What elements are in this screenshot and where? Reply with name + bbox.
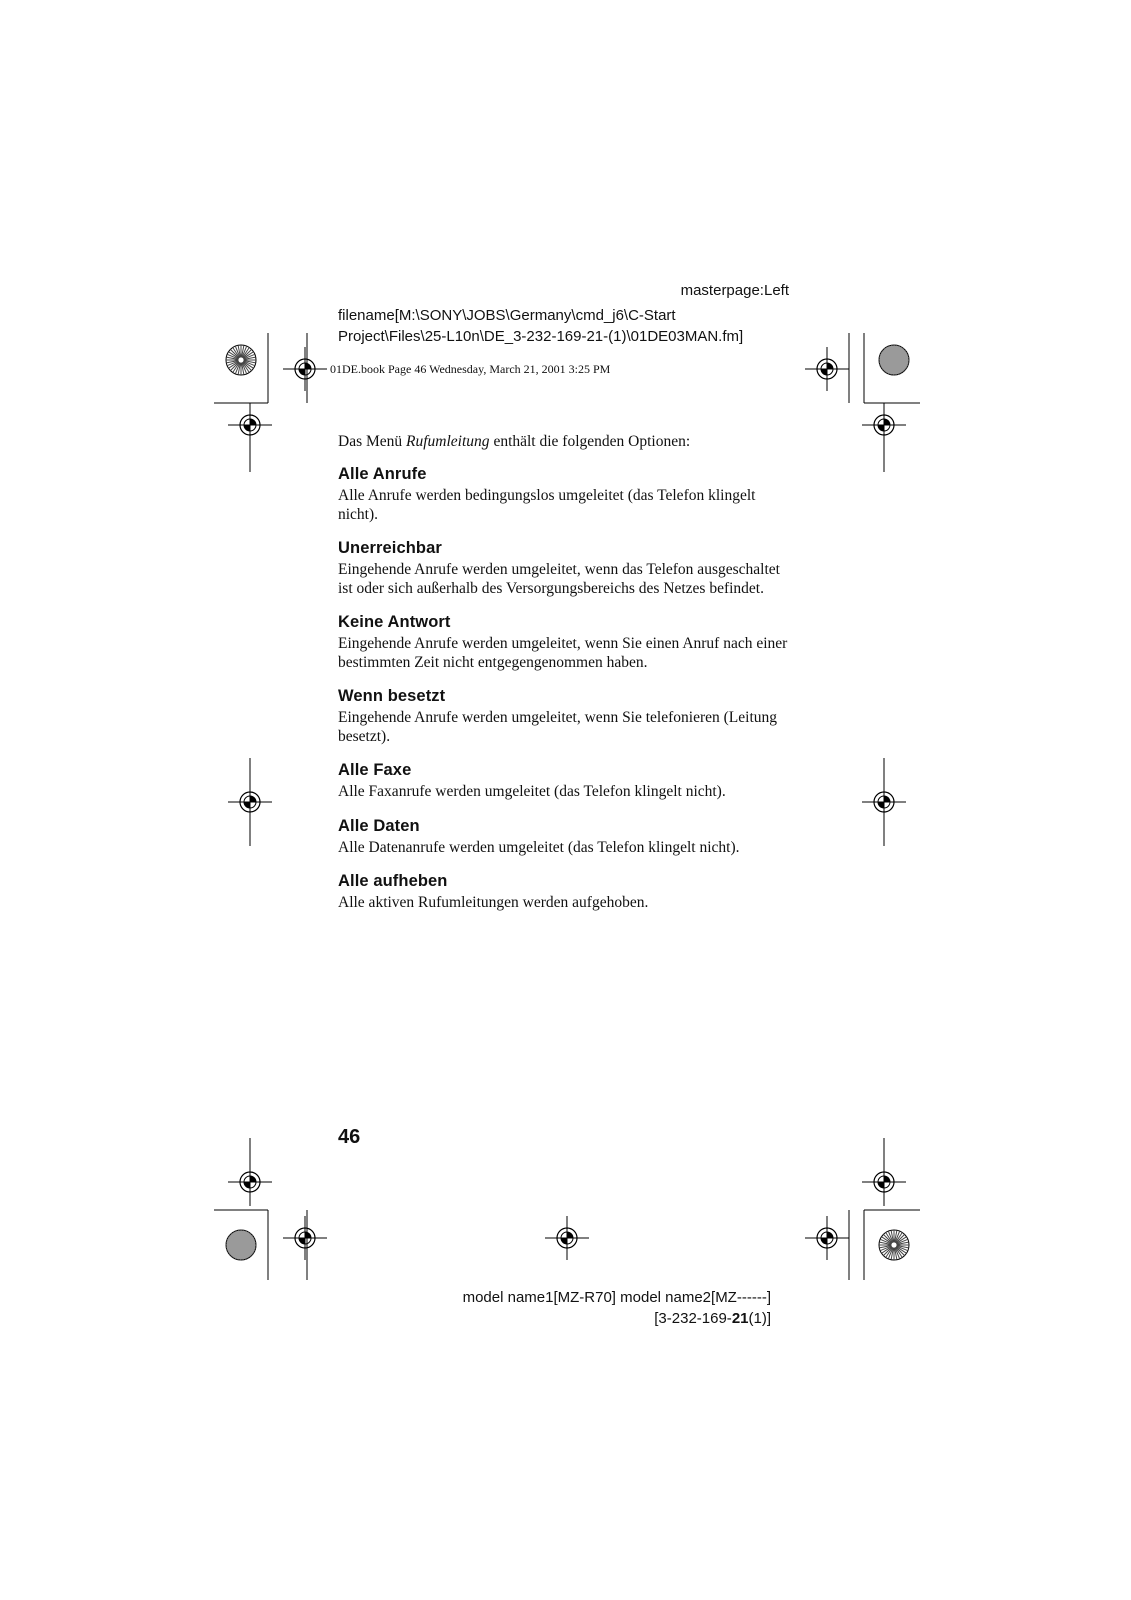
- footer-code-prefix: [3-232-169-: [654, 1310, 732, 1327]
- option-alle-aufheben: [338, 871, 790, 913]
- filename-line-2: Project\Files\25-L10n\DE_3-232-169-21-(1)\01DE03MAN.fm]: [338, 328, 744, 345]
- option-description: Alle Datenanrufe werden umgeleitet (das Telefon klingelt nicht).: [338, 838, 740, 856]
- option-heading: Alle aufheben: [338, 872, 448, 890]
- page-content: [338, 432, 790, 927]
- option-keine-antwort: [338, 612, 790, 672]
- book-info-line: 01DE.book Page 46 Wednesday, March 21, 2001 3:25 PM: [330, 362, 611, 376]
- filename-block: [338, 305, 743, 347]
- option-description: Eingehende Anrufe werden umgeleitet, wenn Sie telefonieren (Leitung besetzt).: [338, 709, 778, 745]
- intro-menu-name: Rufumleitung: [406, 433, 490, 450]
- option-heading: Keine Antwort: [338, 613, 451, 631]
- option-heading: Alle Faxe: [338, 761, 412, 779]
- intro-paragraph: [338, 432, 790, 451]
- option-heading: Wenn besetzt: [338, 687, 446, 705]
- footer-code-suffix: (1)]: [748, 1310, 771, 1327]
- filename-line-1: filename[M:\SONY\JOBS\Germany\cmd_j6\C-Start: [338, 307, 676, 324]
- masterpage-label: masterpage:Left: [680, 282, 789, 299]
- page-number: 46: [338, 1126, 361, 1148]
- footer-block: [440, 1287, 771, 1329]
- intro-text-before: Das Menü: [338, 433, 407, 450]
- option-heading: Alle Anrufe: [338, 465, 427, 483]
- option-description: Alle Faxanrufe werden umgeleitet (das Telefon klingelt nicht).: [338, 783, 726, 800]
- option-wenn-besetzt: [338, 686, 790, 746]
- intro-text-after: enthält die folgenden Optionen:: [489, 433, 691, 450]
- option-description: Eingehende Anrufe werden umgeleitet, wenn Sie einen Anruf nach einer bestimmten Zeit nicht entgegengenommen haben.: [338, 635, 788, 671]
- option-heading: Alle Daten: [338, 816, 420, 835]
- option-alle-daten: [338, 816, 790, 858]
- footer-code: [440, 1308, 771, 1329]
- option-description: Alle aktiven Rufumleitungen werden aufgehoben.: [338, 894, 649, 911]
- option-alle-faxe: [338, 760, 790, 802]
- footer-code-bold: 21: [731, 1310, 749, 1327]
- option-alle-anrufe: [338, 464, 790, 524]
- footer-models: model name1[MZ-R70] model name2[MZ------]: [462, 1289, 771, 1306]
- option-description: Alle Anrufe werden bedingungslos umgeleitet (das Telefon klingelt nicht).: [338, 487, 756, 523]
- option-description: Eingehende Anrufe werden umgeleitet, wenn das Telefon ausgeschaltet ist oder sich außerhalb des Versorgungsbereichs des Netzes befindet.: [338, 561, 780, 597]
- option-unerreichbar: [338, 538, 790, 598]
- option-heading: Unerreichbar: [338, 539, 442, 557]
